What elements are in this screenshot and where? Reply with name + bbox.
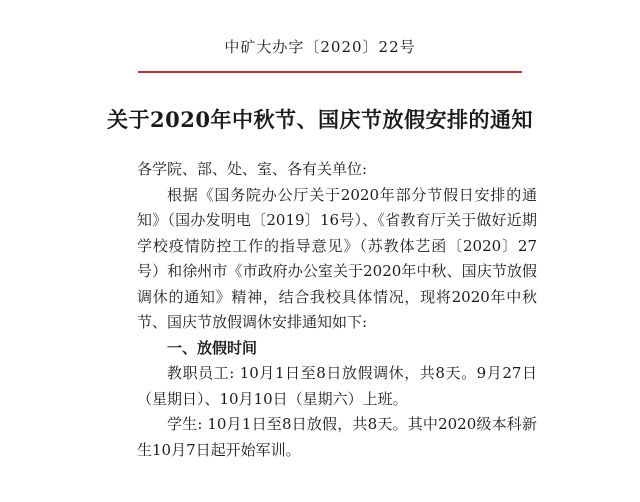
staff-schedule-paragraph: 教职员工: 10月1日至8日放假调休，共8天。9月27日（星期日）、10月10日（星期六）上班。 <box>137 364 537 408</box>
document-title: 关于2020年中秋节、国庆节放假安排的通知 <box>107 107 533 132</box>
document-number: 中矿大办字〔2020〕22号 <box>224 38 416 56</box>
section-heading-holiday-time: 一、放假时间 <box>167 338 258 357</box>
student-schedule-paragraph: 学生: 10月1日至8日放假，共8天。其中2020级本科新生10月7日起开始军训。 <box>137 415 537 459</box>
intro-paragraph: 根据《国务院办公厅关于2020年部分节假日安排的通知》（国办发明电〔2019〕16号）、《省教育厅关于做好近期学校疫情防控工作的指导意见》（苏教体艺函〔2020〕27号）和徐州市《市政府办公室关于2020年中秋、国庆节放假调休的通知》精神，结合我校具体情况，现将2020年中秋节、国庆节放假调休安排通知如下: <box>137 185 537 331</box>
salutation: 各学院、部、处、室、各有关单位: <box>137 160 368 178</box>
red-header-rule <box>138 71 522 73</box>
document-body <box>137 157 537 463</box>
